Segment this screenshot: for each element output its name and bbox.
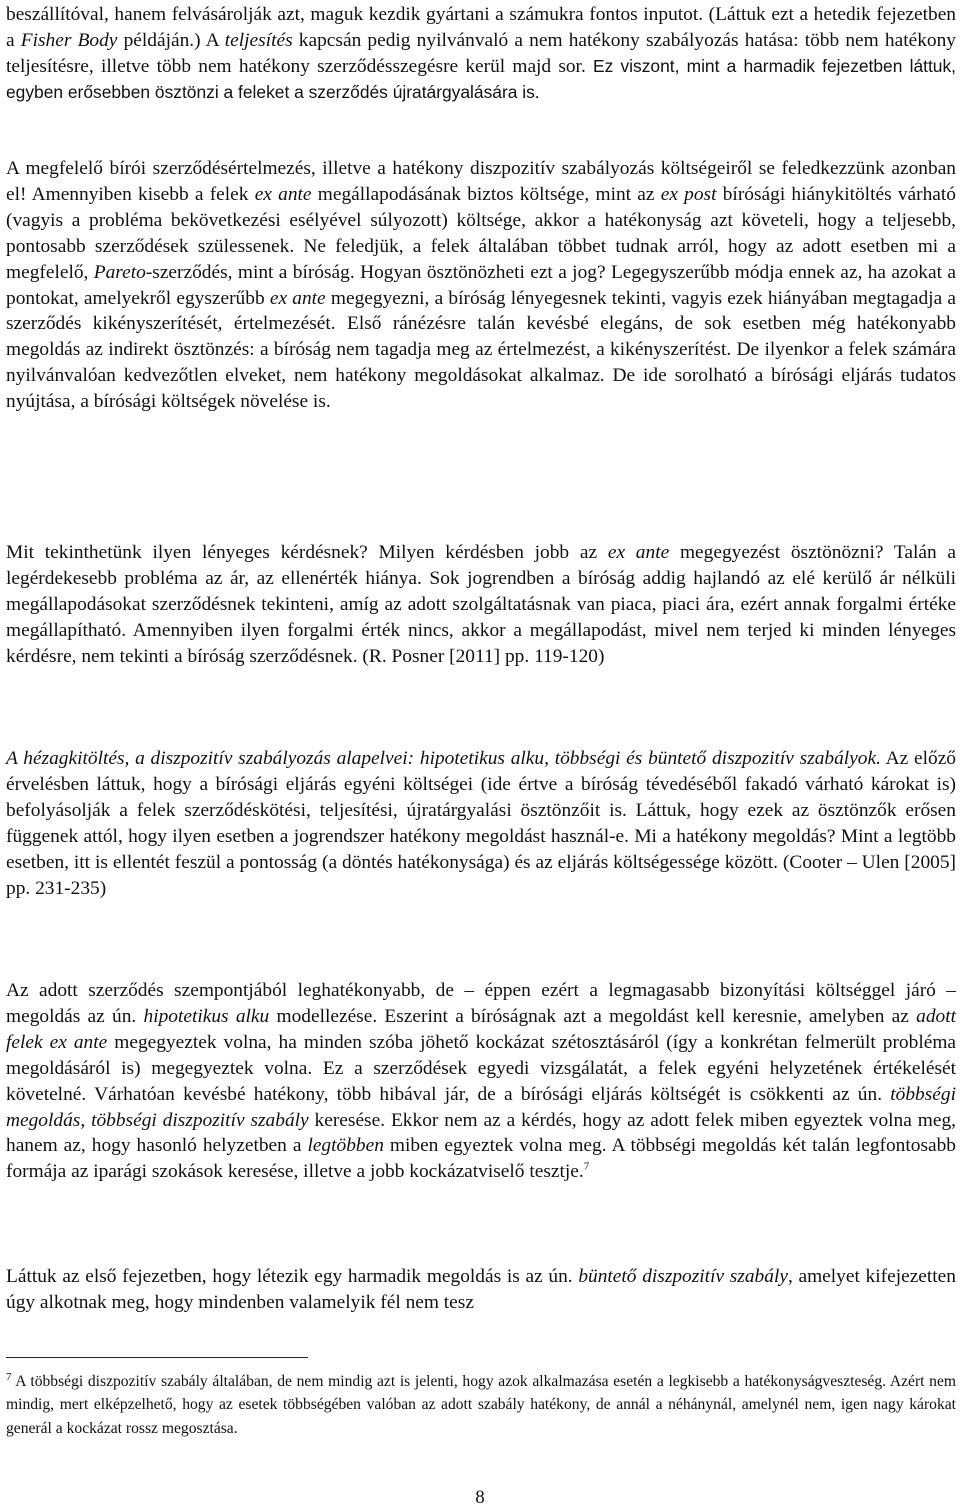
text-run: -szerződés, mint a bíróság. Hogyan ösztönözheti ezt a jog? Legegyszerűbb módja ennek az, ha azokat a pontokat, amelyekről egyszerűbb	[6, 261, 956, 309]
text-run: megegyezést ösztönözni? Talán a legérdekesebb probléma az ár, az ellenérték hiánya. Sok jogrendben a bíróság addig hajlandó az elé kerülő ár nélküli megállapodásokat szerződésnek tekinteni, amíg az adott szolgáltatásnak van piaca, piaci ára, ezért annak forgalmi értéke megállapítható. Amennyiben ilyen forgalmi érték nincs, akkor a megállapodást, mivel nem terjed ki minden lényeges kérdésre, nem tekinti a bíróság szerződésnek. (R. Posner [2011] pp. 119-120)	[6, 542, 956, 667]
text-run: megállapodásának biztos költsége, mint az	[311, 183, 661, 205]
italic-text: többségi megoldás, többségi diszpozitív szabály	[6, 1083, 956, 1131]
section-run-in-heading: A hézagkitöltés, a diszpozitív szabályozás alapelvei: hipotetikus alku, többségi és büntető diszpozitív szabályok.	[6, 748, 881, 769]
text-run: keresése. Ekkor nem az a kérdés, hogy az adott felek miben egyeztek volna meg, hanem az, hogy hasonló helyzetben a	[6, 1109, 956, 1157]
text-run: bírósági hiánykitöltés várható (vagyis a probléma bekövetkezési esélyével súlyozott) költsége, akkor a hatékonyság azt követeli, hogy a teljesebb, pontosabb szerződések szülessenek. Ne feledjük, a felek általában többet tudnak arról, hogy az adott esetben mi a megfelelő,	[6, 183, 956, 283]
page-number: 8	[475, 1487, 485, 1508]
italic-text: büntető diszpozitív szabály	[578, 1266, 788, 1287]
paragraph-5	[6, 978, 956, 1185]
footnote-text: A többségi diszpozitív szabály általában, de nem mindig azt is jelenti, hogy azok alkalmazása esetén a legkisebb a hatékonyságveszteség. Azért nem mindig, mert elképzelhető, hogy az esetek többségében valóban az adott szabály hatékony, de annál a néhánynál, amelynél nem, igen nagy károkat generál a kockázat rossz megosztása.	[6, 1373, 956, 1437]
paragraph-1	[6, 2, 956, 106]
text-run: , amelyet kifejezetten úgy alkotnak meg, hogy mindenben valamelyik fél nem tesz	[6, 1266, 956, 1313]
text-run: beszállítóval, hanem felvásárolják azt, maguk kezdik gyártani a számukra fontos inputot. (Láttuk ezt a hetedik fejezetben a	[6, 4, 956, 51]
text-run: megegyeztek volna, ha minden szóba jöhető kockázat szétosztásáról (így a konkrétan felmerült probléma megoldásáról is) megegyeztek volna. Ez a szerződések egyedi vizsgálatát, a felek egyéni helyzetének értékelését követelné. Várhatóan kevésbé hatékony, több hibával jár, de a bírósági eljárás költségét is csökkenti az ún.	[6, 1031, 957, 1105]
text-run: megegyezni, a bíróság lényegesnek tekinti, vagyis ezek hiányában megtagadja a szerződés kikényszerítését, értelmezését. Első ránézésre talán kevésbé elegáns, de sok esetben még hatékonyabb megoldás az indirekt ösztönzés: a bíróság nem tagadja meg az értelmezést, a kikényszerítést. De ilyenkor a felek számára nyilvánvalóan kedvezőtlen elveket, nem hatékony megoldásokat alkalmaz. De ide sorolható a bírósági eljárás tudatos nyújtása, a bírósági költségek növelése is.	[6, 287, 956, 413]
footnote-number: 7	[6, 1370, 12, 1383]
italic-text: teljesítés	[224, 29, 293, 51]
text-run: A megfelelő bírói szerződésértelmezés, illetve a hatékony diszpozitív szabályozás költségeiről se feledkezzünk azonban el! Amennyiben kisebb a felek	[6, 158, 956, 205]
paragraph-6	[6, 1264, 956, 1316]
italic-text: legtöbben	[307, 1135, 384, 1157]
sans-text-run: Ez viszont, mint a harmadik fejezetben láttuk, egyben erősebben ösztönzi a feleket a szerződés újratárgyalására is.	[6, 55, 956, 102]
text-run: modellezése. Eszerint a bíróságnak azt a megoldást kell keresnie, amelyben az	[269, 1005, 917, 1027]
text-run: Az adott szerződés szempontjából leghatékonyabb, de – éppen ezért a legmagasabb bizonyítási költséggel járó – megoldás az ún.	[6, 980, 956, 1027]
text-run: Mit tekinthetünk ilyen lényeges kérdésnek? Milyen kérdésben jobb az	[6, 542, 608, 563]
text-run: Láttuk az első fejezetben, hogy létezik egy harmadik megoldás is az ún.	[6, 1266, 579, 1287]
italic-text: ex ante	[607, 542, 670, 563]
italic-text: hipotetikus alku	[143, 1005, 270, 1027]
italic-text: Fisher Body	[20, 29, 118, 51]
text-run: példáján.) A	[117, 29, 225, 51]
paragraph-3	[6, 540, 956, 670]
italic-text: ex ante	[254, 183, 312, 205]
footnote	[6, 1370, 956, 1440]
italic-text: ex post	[660, 183, 717, 205]
italic-text: Pareto	[93, 261, 146, 283]
paragraph-4	[6, 746, 956, 901]
paragraph-2	[6, 156, 956, 415]
text-run: Az előző érvelésben láttuk, hogy a bírósági eljárás egyéni költségei (ide értve a bíróság tévedéséből fakadó várható károkat is) befolyásolják a felek szerződéskötési, teljesítési, újratárgyalási ösztönzőit is. Láttuk, hogy ezek az ösztönzők erősen függenek attól, hogy ilyen esetben a jogrendszer hatékony megoldást használ-e. Mi a hatékony megoldás? Mint a legtöbb esetben, itt is ellentét feszül a pontosság (a döntés hatékonysága) és az eljárás költségessége között. (Cooter – Ulen [2005] pp. 231-235)	[6, 748, 956, 899]
footnote-reference[interactable]: 7	[583, 1160, 590, 1173]
italic-text: ex ante	[269, 287, 326, 309]
italic-text: adott felek ex ante	[6, 1005, 957, 1053]
text-run: miben egyeztek volna meg. A többségi megoldás két talán legfontosabb formája az iparági szokások keresése, illetve a jobb kockázatviselő tesztje.	[6, 1135, 956, 1183]
text-run: kapcsán pedig nyilvánvaló a nem hatékony szabályozás hatása: több nem hatékony teljesítésre, illetve több nem hatékony szerződésszegésre kerül majd sor.	[6, 29, 956, 77]
footnote-separator	[6, 1357, 308, 1358]
